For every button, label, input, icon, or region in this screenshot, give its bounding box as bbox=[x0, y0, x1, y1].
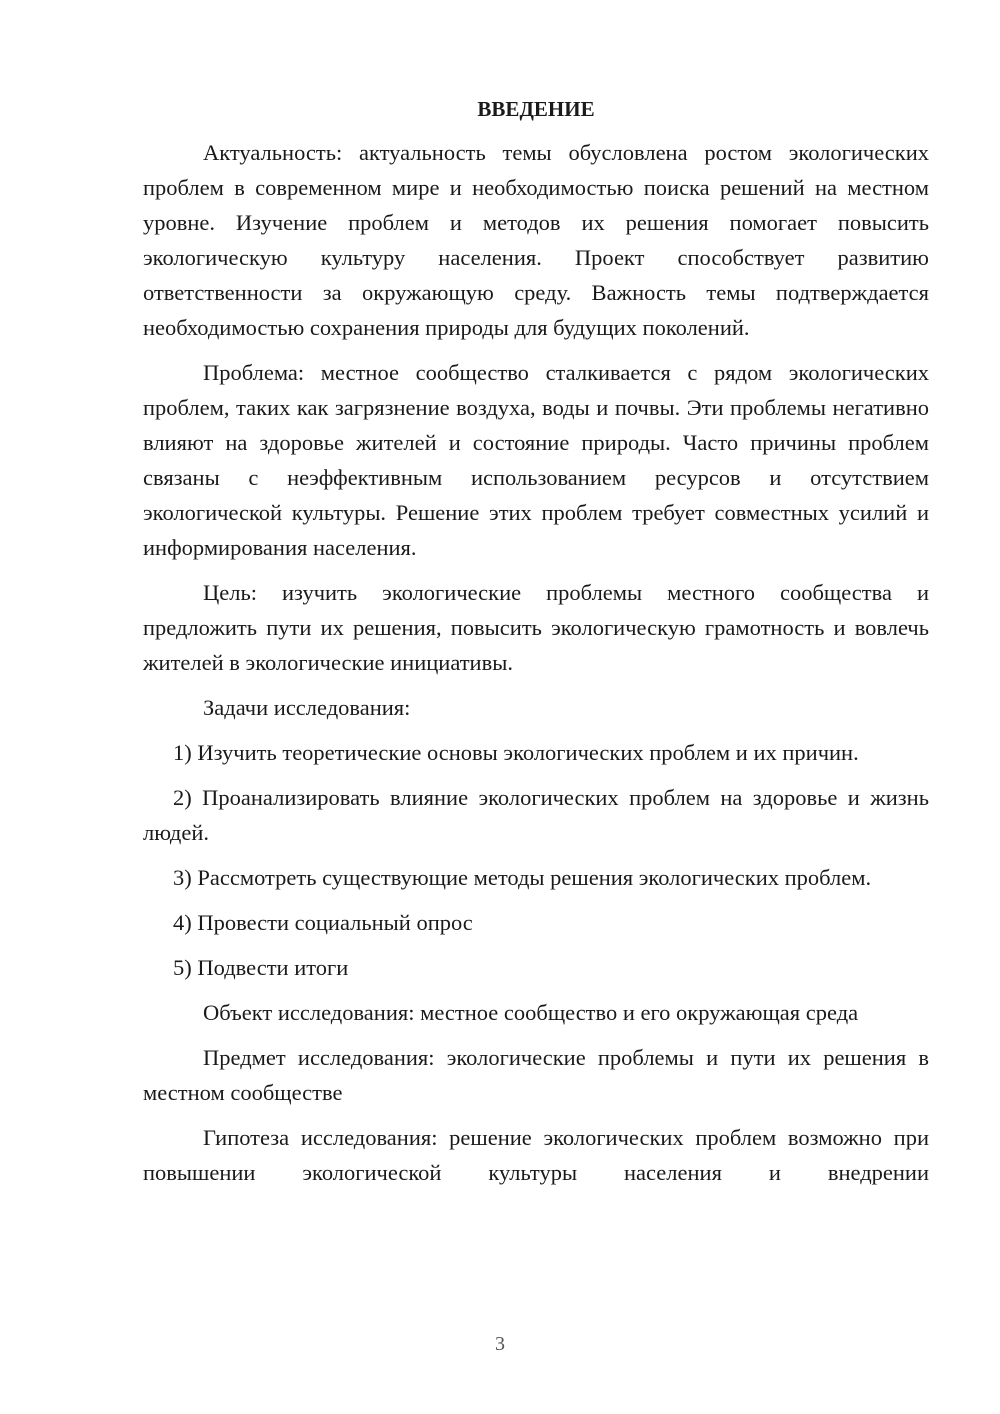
paragraph-tasks-heading: Задачи исследования: bbox=[203, 695, 411, 720]
task-item-1: 1) Изучить теоретические основы экологических проблем и их причин. bbox=[173, 740, 859, 765]
paragraph-relevance: Актуальность: актуальность темы обусловлена ростом экологических проблем в современном мире и необходимостью поиска решений на местном уровне. Изучение проблем и методов их решения помогает повысить экологическую культуру населения. Проект способствует развитию ответственности за окружающую среду. Важность темы подтверждается необходимостью сохранения природы для будущих поколений. bbox=[143, 140, 929, 340]
task-item-5: 5) Подвести итоги bbox=[173, 955, 349, 980]
page-number: 3 bbox=[495, 1333, 505, 1355]
page-title: ВВЕДЕНИЕ bbox=[477, 97, 595, 121]
paragraph-goal: Цель: изучить экологические проблемы местного сообщества и предложить пути их решения, повысить экологическую грамотность и вовлечь жителей в экологические инициативы. bbox=[143, 580, 929, 675]
task-item-2: 2) Проанализировать влияние экологических проблем на здоровье и жизнь людей. bbox=[143, 785, 929, 845]
paragraph-object: Объект исследования: местное сообщество и его окружающая среда bbox=[203, 1000, 859, 1025]
task-item-3: 3) Рассмотреть существующие методы решения экологических проблем. bbox=[173, 865, 872, 890]
paragraph-problem: Проблема: местное сообщество сталкивается с рядом экологических проблем, таких как загрязнение воздуха, воды и почвы. Эти проблемы негативно влияют на здоровье жителей и состояние природы. Часто причины проблем связаны с неэффективным использованием ресурсов и отсутствием экологической культуры. Решение этих проблем требует совместных усилий и информирования населения. bbox=[143, 360, 929, 560]
task-item-4: 4) Провести социальный опрос bbox=[173, 910, 473, 935]
paragraph-subject: Предмет исследования: экологические проблемы и пути их решения в местном сообществе bbox=[143, 1045, 929, 1105]
paragraph-hypothesis: Гипотеза исследования: решение экологических проблем возможно при повышении экологической культуры населения и внедрении bbox=[143, 1125, 929, 1185]
document-page bbox=[143, 92, 929, 1200]
